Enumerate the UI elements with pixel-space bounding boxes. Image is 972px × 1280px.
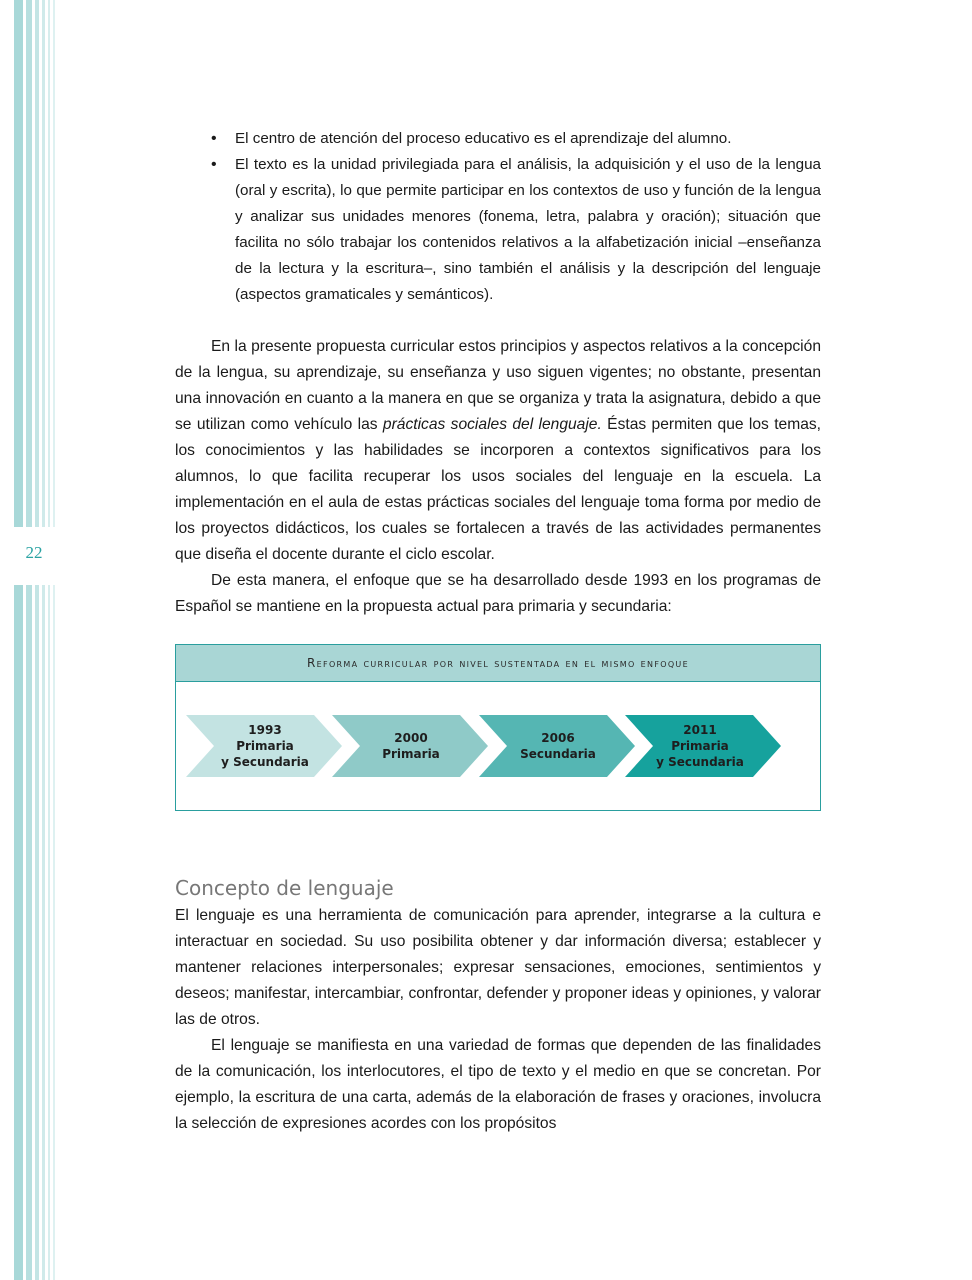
paragraph: El lenguaje es una herramienta de comunicación para aprender, integrarse a la cultura e interactuar en sociedad. Su uso posibilita obtener y dar información diversa; establecer y mantener relaciones interpersonales; expresar sensaciones, emociones, sentimientos y deseos; manifestar, intercambiar, confrontar, defender y proponer ideas y opiniones, y valorar las de otros. <box>175 907 821 1028</box>
step-year: 2006 <box>541 731 575 745</box>
step-level: y Secundaria <box>221 755 309 769</box>
step-year: 2011 <box>683 723 717 737</box>
section-heading: Concepto de lenguaje <box>175 876 394 900</box>
stripe <box>26 585 32 1280</box>
chevron-label <box>206 715 324 777</box>
stripe <box>35 585 39 1280</box>
bullet-item: • El centro de atención del proceso educativo es el aprendizaje del alumno. <box>175 126 821 152</box>
page-number: 22 <box>25 543 43 562</box>
reform-diagram <box>175 644 821 811</box>
stripe <box>48 0 50 527</box>
step-year: 2000 <box>394 731 428 745</box>
stripe <box>14 585 23 1280</box>
stripe <box>53 0 55 527</box>
bullet-list <box>175 126 821 308</box>
step-level: y Secundaria <box>656 755 744 769</box>
stripe <box>53 585 55 1280</box>
paragraph-text: En la presente propuesta curricular estos principios y aspectos relativos a la concepción de la lengua, su aprendizaje, su enseñanza y uso siguen vigentes; no obstante, presentan una innovación en cuanto a la manera en que se organiza y trata la asignatura, debido a que se utilizan como vehículo las <box>175 338 821 433</box>
stripe <box>35 0 39 527</box>
stripe <box>26 0 32 527</box>
body-text <box>175 903 821 1137</box>
stripe <box>42 0 45 527</box>
chevron-label <box>352 715 470 777</box>
bullet-item: • El texto es la unidad privilegiada para el análisis, la adquisición y el uso de la lengua (oral y escrita), lo que permite participar en los contextos de uso y función de la lengua y analizar sus unidades menores (fonema, letra, palabra y oración); situación que facilita no sólo trabajar los contenidos relativos a la alfabetización inicial –enseñanza de la lectura y la escritura–, sino también el análisis y la descripción del lenguaje (aspectos gramaticales y semánticos). <box>175 152 821 308</box>
diagram-title: Reforma curricular por nivel sustentada en el mismo enfoque <box>176 645 820 682</box>
chevron-label <box>641 715 759 777</box>
step-level: Primaria <box>671 739 729 753</box>
stripe <box>14 0 23 527</box>
paragraph: El lenguaje se manifiesta en una variedad de formas que dependen de las finalidades de la comunicación, los interlocutores, el tipo de texto y el medio en que se concretan. Por ejemplo, la escritura de una carta, además de la elaboración de frases y oraciones, involucra la selección de expresiones acordes con los propósitos <box>175 1037 821 1132</box>
paragraph-text: Éstas permiten que los temas, los conocimientos y las habilidades se incorporen a contextos significativos para los alumnos, lo que facilita recuperar los usos sociales del lenguaje en la escuela. La implementación en el aula de estas prácticas sociales del lenguaje toma forma por medio de los proyectos didácticos, los cuales se fortalecen a través de las actividades permanentes que diseña el docente durante el ciclo escolar. <box>175 416 821 563</box>
paragraph-emphasis: prácticas sociales del lenguaje. <box>382 416 602 433</box>
step-level: Primaria <box>382 747 440 761</box>
body-text <box>175 334 821 620</box>
paragraph <box>175 334 821 568</box>
step-year: 1993 <box>248 723 282 737</box>
step-level: Primaria <box>236 739 294 753</box>
paragraph: De esta manera, el enfoque que se ha desarrollado desde 1993 en los programas de Español se mantiene en la propuesta actual para primaria y secundaria: <box>175 572 821 615</box>
chevron-flow <box>186 715 786 777</box>
stripe <box>48 585 50 1280</box>
step-level: Secundaria <box>520 747 596 761</box>
chevron-label <box>499 715 617 777</box>
stripe <box>42 585 45 1280</box>
